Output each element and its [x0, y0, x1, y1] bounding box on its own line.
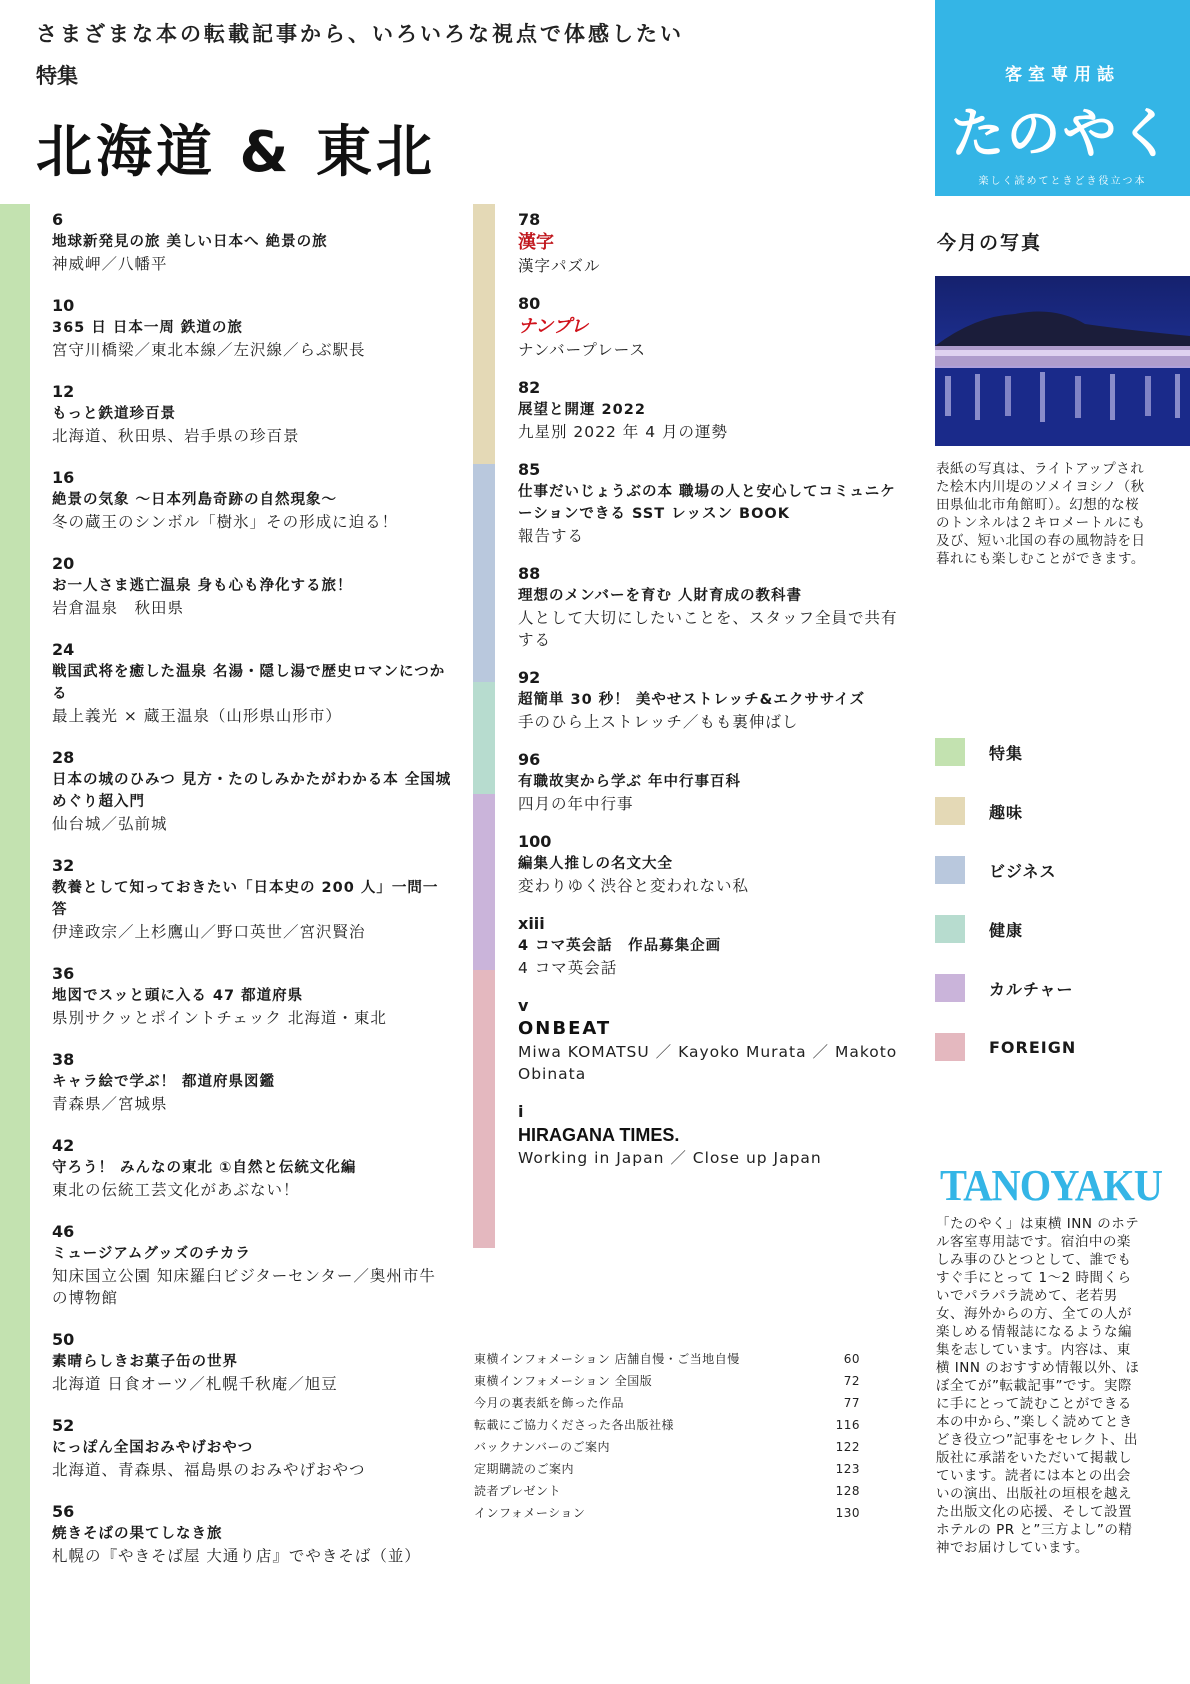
logo-main: たのやく: [950, 101, 1175, 165]
info-label: 定期購読のご案内: [474, 1462, 575, 1476]
legend-swatch: [935, 797, 965, 825]
info-page: 60: [843, 1352, 860, 1366]
feature-strip: [0, 204, 30, 1684]
entry-subtitle: 宮守川橋梁／東北本線／左沢線／らぶ駅長: [52, 341, 366, 359]
health-bar: [473, 682, 495, 794]
toc-entry[interactable]: [52, 1500, 452, 1567]
legend-label: 趣味: [989, 802, 1024, 822]
page-number: 20: [52, 554, 75, 573]
hobby-bar: [473, 204, 495, 464]
entry-subtitle: 仙台城／弘前城: [52, 815, 168, 833]
legend-swatch: [935, 856, 965, 884]
page-number: 24: [52, 640, 75, 659]
toc-entry[interactable]: [518, 666, 898, 733]
entry-title: 戦国武将を癒した温泉 名湯・隠し湯で歴史ロマンにつかる: [52, 664, 446, 702]
toc-entry[interactable]: [518, 292, 898, 361]
entry-title: 焼きそばの果てしなき旅: [52, 1526, 223, 1542]
info-label: インフォメーション: [474, 1506, 586, 1520]
entry-subtitle: 変わりゆく渋谷と変われない私: [518, 877, 750, 895]
entry-title: 守ろう！ みんなの東北 ①自然と伝統文化編: [52, 1160, 357, 1176]
entry-title: 素晴らしきお菓子缶の世界: [52, 1354, 238, 1370]
page-title: 北海道 & 東北: [36, 120, 436, 185]
toc-entry[interactable]: [518, 994, 898, 1085]
page-number: 80: [518, 294, 541, 313]
entry-title: 4 コマ英会話 作品募集企画: [518, 938, 722, 954]
legend-label: 健康: [989, 920, 1024, 940]
entry-subtitle: 人として大切にしたいことを、スタッフ全員で共有する: [518, 609, 898, 649]
foreign-bar: [473, 970, 495, 1248]
page-number: 85: [518, 460, 541, 479]
page-number: xiii: [518, 914, 545, 933]
entry-title: 365 日 日本一周 鉄道の旅: [52, 320, 243, 336]
entry-title: もっと鉄道珍百景: [52, 406, 176, 422]
legend-label: ビジネス: [989, 861, 1057, 881]
page-number: 50: [52, 1330, 75, 1349]
info-row[interactable]: [474, 1348, 860, 1370]
toc-entry[interactable]: [52, 294, 452, 361]
page-number: 92: [518, 668, 541, 687]
toc-entry[interactable]: [52, 746, 452, 835]
tanoyaku-logo-box: [935, 0, 1190, 196]
legend-label: FOREIGN: [989, 1037, 1077, 1057]
toc-entry[interactable]: [52, 1134, 452, 1201]
info-row[interactable]: [474, 1436, 860, 1458]
about-text: 「たのやく」は東横 INN のホテル客室専用誌です。宿泊中の楽しみ事のひとつとして、誰でもすぐ手にとって 1～2 時間くらいでパラパラ読めて、老若男女、海外からの方、全ての人が楽しめる情報誌になるような編集を志しています。内容は、東横 INN のおすすめ情報以外、ほぼ全てが”転載記事”です。実際に手にとって読むことができる本の中から、”楽しく読めてときどき役立つ”記事をセレクト、出版社に承諾をいただいて掲載しています。読者には本との出会いの演出、出版社の垣根を越えた出版文化の応援、そして設置ホテルの PR と”三方よし”の精神でお届けしています。: [936, 1216, 1140, 1556]
info-label: 東横インフォメーション 店舗自慢・ご当地自慢: [474, 1352, 740, 1366]
info-label: 今月の裏表紙を飾った作品: [474, 1396, 625, 1410]
business-bar: [473, 464, 495, 682]
legend-swatch: [935, 974, 965, 1002]
entry-title: 絶景の気象 ～日本列島奇跡の自然現象～: [52, 492, 338, 508]
lead-text: さまざまな本の転載記事から、いろいろな視点で体感したい: [36, 22, 684, 46]
entry-subtitle: 岩倉温泉 秋田県: [52, 599, 185, 617]
legend-item-health: [935, 915, 1076, 943]
info-label: 読者プレゼント: [474, 1484, 562, 1498]
photo-caption: 表紙の写真は、ライトアップされた桧木内川堤のソメイヨシノ（秋田県仙北市角館町）。幻想的な桜のトンネルは２キロメートルにも及び、短い北国の春の風物詩を日暮れにも楽しむことができます。: [936, 461, 1146, 567]
special-label: 特集: [36, 64, 78, 88]
entry-subtitle: 東北の伝統工芸文化があぶない！: [52, 1181, 300, 1199]
nampure-logo: ナンプレ: [518, 316, 589, 337]
toc-entry[interactable]: [518, 458, 898, 547]
legend-item-culture: [935, 974, 1076, 1002]
entry-subtitle: 4 コマ英会話: [518, 959, 618, 977]
page-number: 36: [52, 964, 75, 983]
entry-subtitle: 北海道、青森県、福島県のおみやげおやつ: [52, 1461, 366, 1479]
entry-title: 地図でスッと頭に入る 47 都道府県: [52, 988, 304, 1004]
page-number: 42: [52, 1136, 75, 1155]
entry-subtitle: 報告する: [518, 527, 585, 545]
page-number: 16: [52, 468, 75, 487]
entry-subtitle: 漢字パズル: [518, 257, 601, 275]
entry-subtitle: 青森県／宮城県: [52, 1095, 168, 1113]
page-number: 100: [518, 832, 552, 851]
info-row[interactable]: [474, 1502, 860, 1524]
toc-entry[interactable]: [518, 748, 898, 815]
page-number: 12: [52, 382, 75, 401]
toc-entry[interactable]: [518, 376, 898, 443]
entry-subtitle: 神威岬／八幡平: [52, 255, 168, 273]
legend-item-hobby: [935, 797, 1076, 825]
category-legend: [935, 738, 1076, 1092]
legend-label: カルチャー: [989, 979, 1074, 999]
page-number: 88: [518, 564, 541, 583]
info-page: 72: [843, 1374, 860, 1388]
info-label: 転載にご協力くださった各出版社様: [474, 1418, 675, 1432]
entry-title: キャラ絵で学ぶ！ 都道府県図鑑: [52, 1074, 276, 1090]
info-label: バックナンバーのご案内: [474, 1440, 611, 1454]
info-page: 116: [835, 1418, 860, 1432]
entry-title: 編集人推しの名文大全: [518, 856, 673, 872]
entry-subtitle: Miwa KOMATSU ／ Kayoko Murata ／ Makoto Obinata: [518, 1043, 898, 1083]
entry-subtitle: 県別サクッとポイントチェック 北海道・東北: [52, 1009, 387, 1027]
info-page: 123: [835, 1462, 860, 1476]
page-number: v: [518, 996, 529, 1015]
info-list: [474, 1348, 860, 1524]
info-row[interactable]: [474, 1370, 860, 1392]
entry-title: 超簡単 30 秒！ 美やせストレッチ&エクササイズ: [518, 692, 866, 708]
entry-subtitle: 最上義光 × 蔵王温泉（山形県山形市）: [52, 707, 342, 725]
toc-entry[interactable]: [518, 830, 898, 897]
toc-entry[interactable]: [518, 912, 898, 979]
cherry-blossom-night-image: [935, 276, 1190, 446]
legend-swatch: [935, 738, 965, 766]
entry-title: 日本の城のひみつ 見方・たのしみかたがわかる本 全国城めぐり超入門: [52, 772, 452, 810]
page-number: 46: [52, 1222, 75, 1241]
kanji-logo: 漢字: [518, 232, 554, 253]
toc-entry[interactable]: [52, 1220, 452, 1309]
toc-entry[interactable]: [52, 466, 452, 533]
logo-subtitle: 客室専用誌: [1005, 65, 1120, 85]
hiragana-times-logo: HIRAGANA TIMES.: [518, 1125, 680, 1145]
entry-subtitle: 北海道 日食オーツ／札幌千秋庵／旭豆: [52, 1375, 338, 1393]
entry-subtitle: 冬の蔵王のシンボル「樹氷」その形成に迫る！: [52, 513, 399, 531]
toc-entry[interactable]: [52, 638, 452, 727]
page-number: 78: [518, 210, 541, 229]
legend-item-foreign: [935, 1033, 1076, 1061]
entry-title: 理想のメンバーを育む 人財育成の教科書: [518, 588, 803, 604]
entry-title: 展望と開運 2022: [518, 402, 646, 418]
feature-column: [52, 208, 452, 1586]
entry-title: にっぽん全国おみやげおやつ: [52, 1440, 254, 1456]
entry-title: 教養として知っておきたい「日本史の 200 人」一問一答: [52, 880, 439, 918]
logo-tagline: 楽しく読めてときどき役立つ本: [978, 176, 1147, 187]
info-label: 東横インフォメーション 全国版: [474, 1374, 653, 1388]
entry-title: 仕事だいじょうぶの本 職場の人と安心してコミュニケーションできる SST レッスン BOOK: [518, 484, 896, 522]
legend-item-feature: [935, 738, 1076, 766]
entry-subtitle: 手のひら上ストレッチ／もも裏伸ばし: [518, 713, 799, 731]
legend-swatch: [935, 1033, 965, 1061]
page-number: 38: [52, 1050, 75, 1069]
tanoyaku-wordmark: TANOYAKU: [940, 1161, 1163, 1210]
toc-entry[interactable]: [52, 1328, 452, 1395]
page-number: 56: [52, 1502, 75, 1521]
toc-entry[interactable]: [52, 854, 452, 943]
info-row[interactable]: [474, 1414, 860, 1436]
entry-subtitle: 北海道、秋田県、岩手県の珍百景: [52, 427, 300, 445]
entry-subtitle: 四月の年中行事: [518, 795, 634, 813]
toc-entry[interactable]: [52, 1414, 452, 1481]
toc-entry[interactable]: [518, 562, 898, 651]
page-number: i: [518, 1102, 524, 1121]
page-number: 32: [52, 856, 75, 875]
info-row[interactable]: [474, 1392, 860, 1414]
page-number: 28: [52, 748, 75, 767]
info-page: 77: [843, 1396, 860, 1410]
onbeat-logo: ONBEAT: [518, 1018, 612, 1039]
entry-subtitle: 札幌の『やきそば屋 大通り店』でやきそば（並）: [52, 1547, 421, 1565]
info-row[interactable]: [474, 1480, 860, 1502]
entry-subtitle: 九星別 2022 年 4 月の運勢: [518, 423, 729, 441]
entry-subtitle: ナンバープレース: [518, 341, 646, 359]
legend-swatch: [935, 915, 965, 943]
legend-label: 特集: [989, 743, 1024, 763]
entry-title: ミュージアムグッズのチカラ: [52, 1246, 251, 1262]
toc-entry[interactable]: [52, 208, 452, 275]
column-middle: [518, 208, 898, 1184]
page-number: 6: [52, 210, 64, 229]
toc-entry[interactable]: [52, 552, 452, 619]
entry-title: 有職故実から学ぶ 年中行事百科: [518, 774, 742, 790]
entry-subtitle: 知床国立公園 知床羅臼ビジターセンター／奥州市牛の博物館: [52, 1267, 436, 1307]
entry-title: 地球新発見の旅 美しい日本へ 絶景の旅: [52, 234, 328, 250]
toc-entry[interactable]: [52, 1048, 452, 1115]
entry-subtitle: 伊達政宗／上杉鷹山／野口英世／宮沢賢治: [52, 923, 366, 941]
photo-title: 今月の写真: [937, 232, 1043, 254]
entry-subtitle: Working in Japan ／ Close up Japan: [518, 1149, 822, 1167]
page-number: 96: [518, 750, 541, 769]
toc-entry[interactable]: [52, 962, 452, 1029]
page-number: 82: [518, 378, 541, 397]
info-page: 130: [835, 1506, 860, 1520]
info-page: 128: [835, 1484, 860, 1498]
toc-entry[interactable]: [518, 1100, 898, 1169]
page-number: 10: [52, 296, 75, 315]
legend-item-business: [935, 856, 1076, 884]
cover-photo: [935, 276, 1190, 446]
entry-title: お一人さま逃亡温泉 身も心も浄化する旅！: [52, 578, 353, 594]
toc-entry[interactable]: [52, 380, 452, 447]
info-row[interactable]: [474, 1458, 860, 1480]
info-page: 122: [835, 1440, 860, 1454]
toc-entry[interactable]: [518, 208, 898, 277]
culture-bar: [473, 794, 495, 970]
page-number: 52: [52, 1416, 75, 1435]
